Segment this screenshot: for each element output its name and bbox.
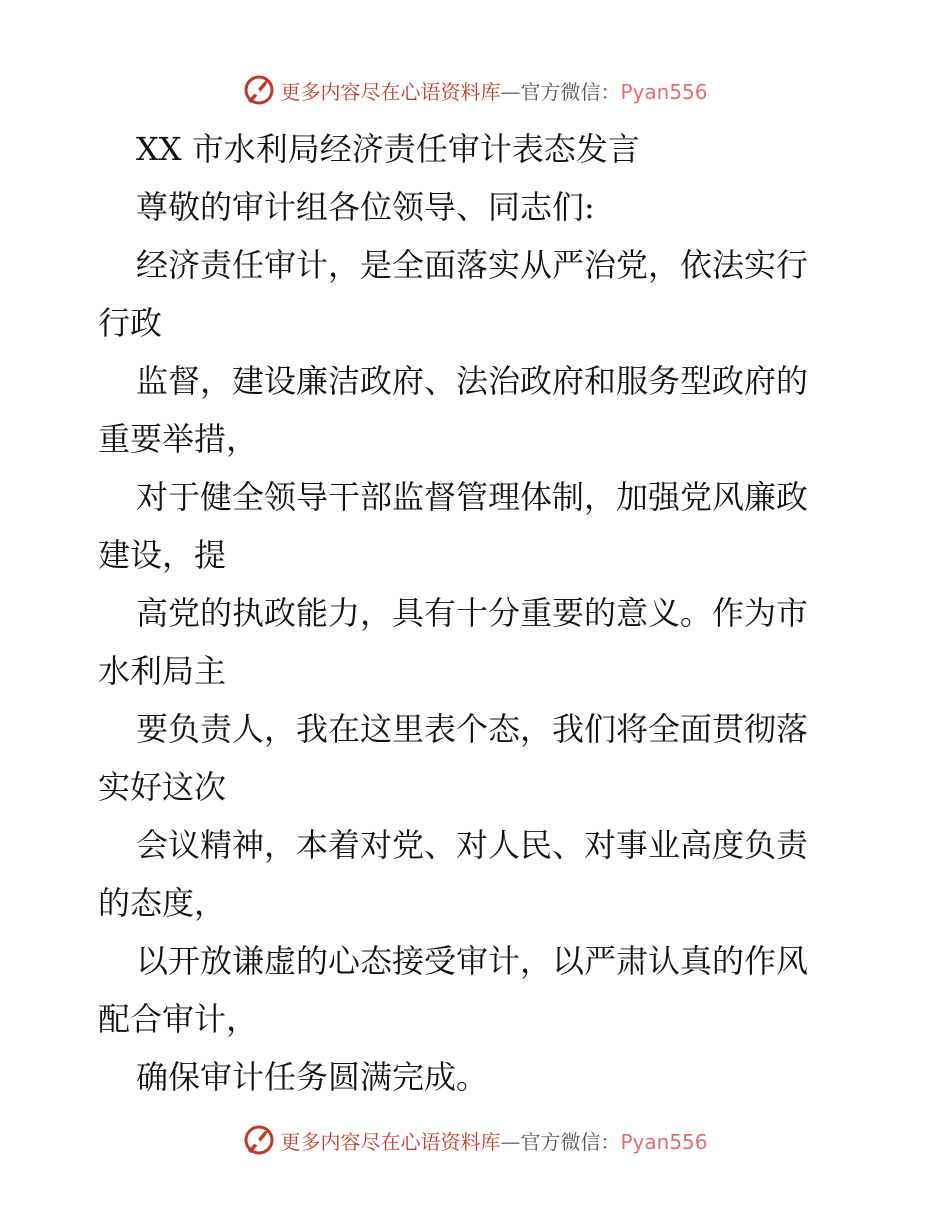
document-line: 要负责人，我在这里表个态，我们将全面贯彻落: [136, 710, 809, 748]
document-line: 的态度，: [98, 884, 227, 922]
footer-banner: [0, 1120, 950, 1160]
document-line: 行政: [98, 304, 163, 342]
footer-banner-wechat-id: Pyan556: [620, 1129, 708, 1154]
document-line: 监督，建设廉洁政府、法治政府和服务型政府的: [136, 362, 809, 400]
footer-banner-wechat-label: 官方微信：: [520, 1129, 621, 1154]
header-banner-text: [280, 76, 707, 105]
document-body: [98, 120, 858, 1106]
document-lines: [98, 236, 858, 1106]
quill-pen-logo-icon: [242, 73, 276, 107]
document-line: 高党的执政能力，具有十分重要的意义。作为市: [136, 594, 809, 632]
document-line: 会议精神，本着对党、对人民、对事业高度负责: [136, 826, 809, 864]
header-banner-main: 更多内容尽在心语资料库: [280, 79, 501, 104]
footer-banner-dash: —: [500, 1129, 521, 1154]
header-banner-dash: —: [500, 79, 521, 104]
document-line: 经济责任审计，是全面落实从严治党，依法实行: [136, 246, 809, 284]
document-line: 对于健全领导干部监督管理体制，加强党风廉政: [136, 478, 809, 516]
document-title: XX 市水利局经济责任审计表态发言: [136, 130, 640, 168]
header-banner-wechat-label: 官方微信：: [520, 79, 621, 104]
document-salutation: 尊敬的审计组各位领导、同志们:: [136, 188, 595, 226]
document-line: 建设，提: [98, 536, 227, 574]
document-line: 水利局主: [98, 652, 227, 690]
quill-pen-logo-icon: [242, 1123, 276, 1157]
document-line: 以开放谦虚的心态接受审计，以严肃认真的作风: [136, 942, 809, 980]
document-line: 配合审计，: [98, 1000, 259, 1038]
document-line: 确保审计任务圆满完成。: [136, 1058, 489, 1096]
header-banner: [0, 70, 950, 110]
footer-banner-main: 更多内容尽在心语资料库: [280, 1129, 501, 1154]
footer-banner-text: [280, 1126, 707, 1155]
header-banner-wechat-id: Pyan556: [620, 79, 708, 104]
document-line: 重要举措，: [98, 420, 259, 458]
document-line: 实好这次: [98, 768, 227, 806]
